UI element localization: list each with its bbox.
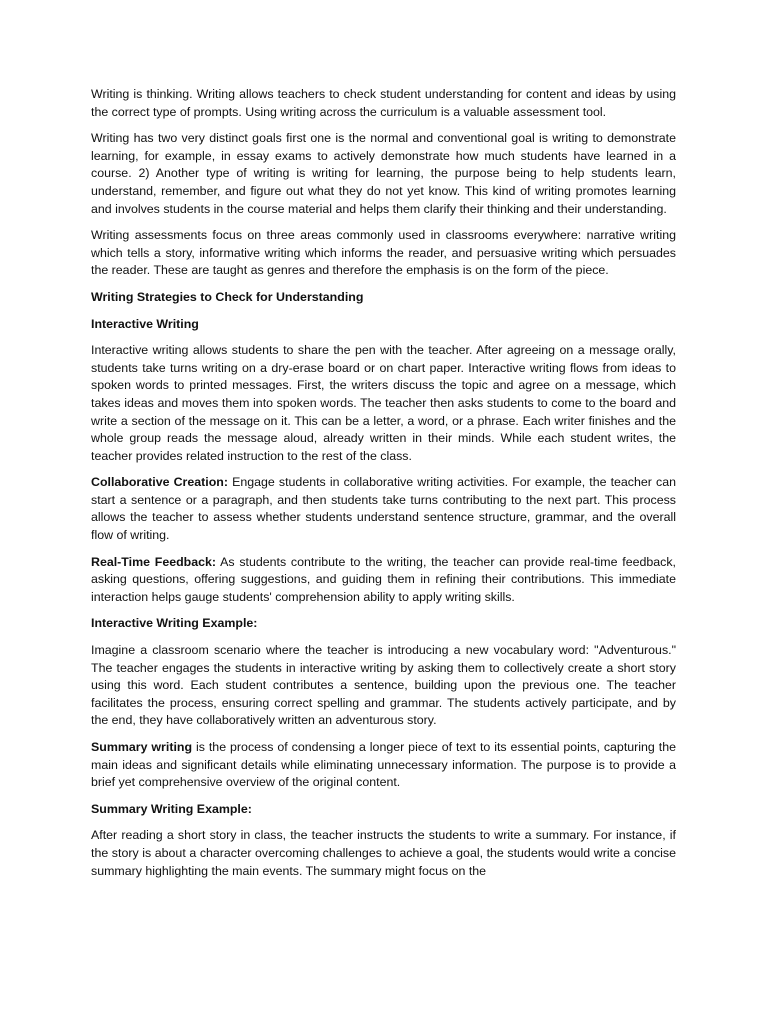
paragraph-summary-example: After reading a short story in class, the teacher instructs the students to write a summary. For instance, if the story is about a character overcoming challenges to achieve a goal, the students would write a concise summary highlighting the main events. The summary might focus on the	[91, 828, 676, 878]
heading-interactive-writing-example: Interactive Writing Example:	[91, 616, 258, 631]
paragraph-collaborative-creation	[91, 474, 676, 544]
summary-writing-label: Summary writing	[91, 740, 193, 754]
paragraph-two-goals: Writing has two very distinct goals first one is the normal and conventional goal is writing to demonstrate learning, for example, in essay exams to actively demonstrate how much students have learned in a course. 2) Another type of writing is writing for learning, the purpose being to help students learn, understand, remember, and figure out what they do not yet know. This kind of writing promotes learning and involves students in the course material and helps them clarify their thinking and their understanding.	[91, 131, 676, 216]
heading-summary-writing-example: Summary Writing Example:	[91, 801, 252, 816]
paragraph-interactive-writing: Interactive writing allows students to share the pen with the teacher. After agreeing on a message orally, students take turns writing on a dry-erase board or on chart paper. Interactive writing flows from ideas to spoken words to printed messages. First, the writers discuss the topic and agree on a message, which takes ideas and moves them into spoken words. The teacher then asks students to come to the board and write a section of the message on it. This can be a letter, a word, or a phrase. Each writer finishes and the whole group reads the message aloud, already written in their minds. While each student writes, the teacher provides related instruction to the rest of the class.	[91, 343, 676, 463]
summary-writing-text: is the process of condensing a longer piece of text to its essential points, capturing the main ideas and significant details while eliminating unnecessary information. The purpose is to provide a brief yet comprehensive overview of the original content.	[91, 740, 676, 790]
real-time-feedback-label: Real-Time Feedback:	[91, 554, 217, 569]
heading-interactive-writing: Interactive Writing	[91, 316, 199, 331]
document-page	[91, 86, 676, 889]
collaborative-creation-label: Collaborative Creation:	[91, 475, 228, 490]
paragraph-interactive-example: Imagine a classroom scenario where the teacher is introducing a new vocabulary word: "Adventurous." The teacher engages the students in interactive writing by asking them to collectively create a short story using this word. Each student contributes a sentence, building upon the previous one. The teacher facilitates the process, ensuring correct spelling and grammar. The students actively participate, and by the end, they have collaboratively written an adventurous story.	[91, 643, 676, 728]
paragraph-real-time-feedback	[91, 554, 676, 607]
collaborative-creation-text: Engage students in collaborative writing activities. For example, the teacher can start a sentence or a paragraph, and then students take turns contributing to the next part. This process allows the teacher to assess whether students understand sentence structure, grammar, and the overall flow of writing.	[91, 475, 676, 543]
paragraph-writing-is-thinking: Writing is thinking. Writing allows teachers to check student understanding for content and ideas by using the correct type of prompts. Using writing across the curriculum is a valuable assessment tool.	[91, 87, 676, 119]
real-time-feedback-text: As students contribute to the writing, the teacher can provide real-time feedback, asking questions, offering suggestions, and guiding them in refining their contributions. This immediate interaction helps gauge students' comprehension ability to apply writing skills.	[91, 554, 676, 604]
paragraph-writing-assessments: Writing assessments focus on three areas commonly used in classrooms everywhere: narrative writing which tells a story, informative writing which informs the reader, and persuasive writing which persuades the reader. These are taught as genres and therefore the emphasis is on the form of the piece.	[91, 228, 676, 278]
paragraph-summary-writing	[91, 739, 676, 792]
heading-writing-strategies: Writing Strategies to Check for Understanding	[91, 289, 364, 304]
